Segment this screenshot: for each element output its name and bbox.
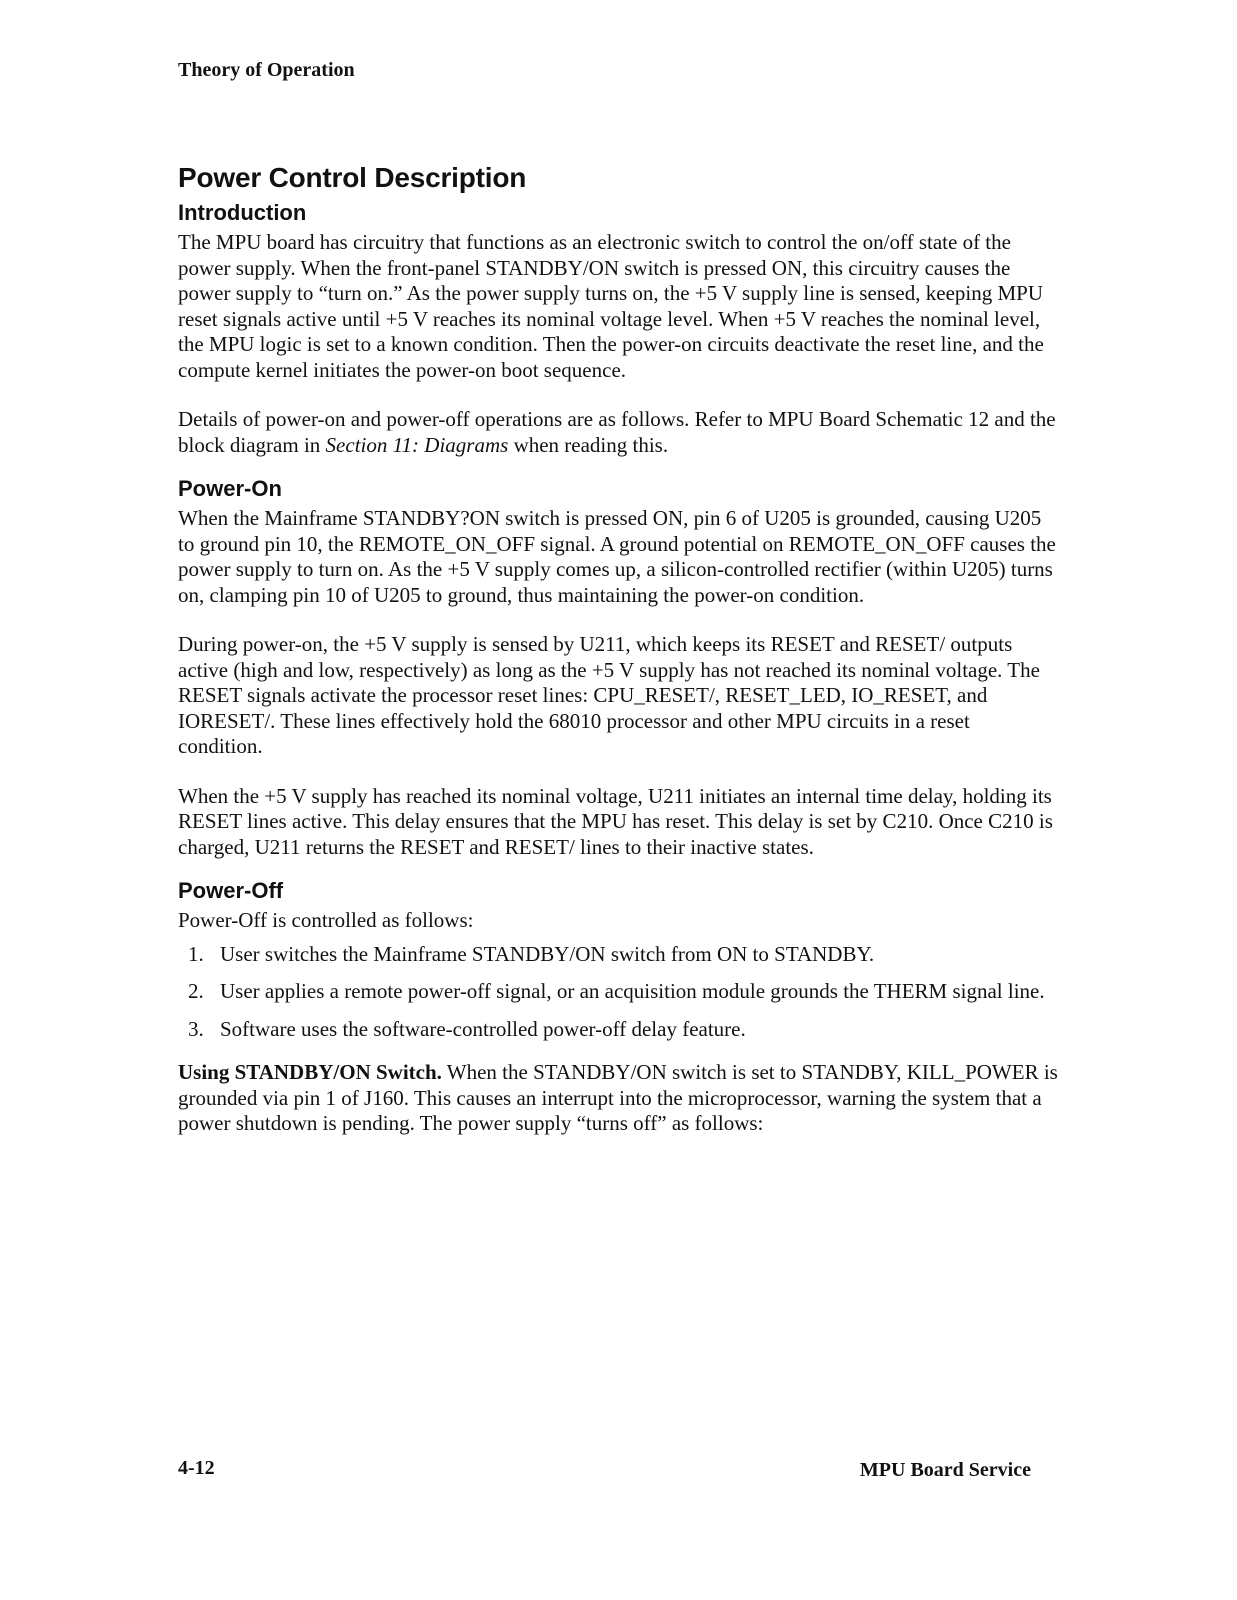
power-on-paragraph-1: When the Mainframe STANDBY?ON switch is pressed ON, pin 6 of U205 is grounded, causing U205 to ground pin 10, the REMOTE_ON_OFF signal. A ground potential on REMOTE_ON_OFF causes the power supply to turn on. As the +5 V supply comes up, a silicon-controlled rectifier (within U205) turns on, clamping pin 10 of U205 to ground, thus maintaining the power-on condition. [178,506,1056,607]
diagrams-section-reference: Section 11: Diagrams [325,432,509,457]
standby-switch-paragraph [178,1060,1058,1137]
standby-switch-text: When the STANDBY/ON switch is set to STANDBY, KILL_POWER is grounded via pin 1 of J160. This causes an interrupt into the microprocessor, warning the system that a power shutdown is pending. The power supply “turns off” as follows: [178,1060,1058,1135]
power-on-paragraph-3: When the +5 V supply has reached its nominal voltage, U211 initiates an internal time delay, holding its RESET lines active. This delay ensures that the MPU has reset. This delay is set by C210. Once C210 is charged, U211 returns the RESET and RESET/ lines to their inactive states. [178,783,1053,859]
page-number: 4-12 [178,1457,215,1479]
list-item [178,942,1058,968]
step-text: User switches the Mainframe STANDBY/ON switch from ON to STANDBY. [220,941,875,966]
intro-p2-text-before: Details of power-on and power-off operations are as follows. Refer to MPU Board Schematic 12 and the block diagram in [178,407,1056,457]
step-number: 1. [188,941,204,966]
power-on-heading: Power-On [178,476,282,501]
intro-p2-text-after: when reading this. [508,432,669,457]
power-on-paragraph-2: During power-on, the +5 V supply is sensed by U211, which keeps its RESET and RESET/ outputs active (high and low, respectively) as long as the +5 V supply has not reached its nominal voltage. The RESET signals activate the processor reset lines: CPU_RESET/, RESET_LED, IO_RESET, and IORESET/. These lines effectively hold the 68010 processor and other MPU circuits in a reset condition. [178,632,1040,758]
introduction-heading: Introduction [178,200,307,225]
introduction-paragraph-1: The MPU board has circuitry that functions as an electronic switch to control the on/off state of the power supply. When the front-panel STANDBY/ON switch is pressed ON, this circuitry causes the power supply to “turn on.” As the power supply turns on, the +5 V supply line is sensed, keeping MPU reset signals active until +5 V reaches its nominal voltage level. When +5 V reaches the nominal level, the MPU logic is set to a known condition. Then the power-on circuits deactivate the reset line, and the compute kernel initiates the power-on boot sequence. [178,230,1044,382]
list-item [178,979,1058,1005]
section-title: Power Control Description [178,162,527,193]
power-off-steps-list [178,942,1058,1043]
step-number: 3. [188,1016,204,1041]
step-text: User applies a remote power-off signal, or an acquisition module grounds the THERM signal line. [220,979,1045,1003]
step-number: 2. [188,979,204,1003]
introduction-paragraph-2 [178,407,1058,458]
list-item [178,1017,1058,1043]
power-off-intro: Power-Off is controlled as follows: [178,908,474,932]
running-head: Theory of Operation [178,59,355,81]
standby-switch-runin-heading: Using STANDBY/ON Switch. [178,1060,442,1084]
page-content [178,162,1058,1161]
power-off-heading: Power-Off [178,878,284,903]
footer-section-title: MPU Board Service [859,1459,1031,1481]
step-text: Software uses the software-controlled power-off delay feature. [220,1016,746,1041]
